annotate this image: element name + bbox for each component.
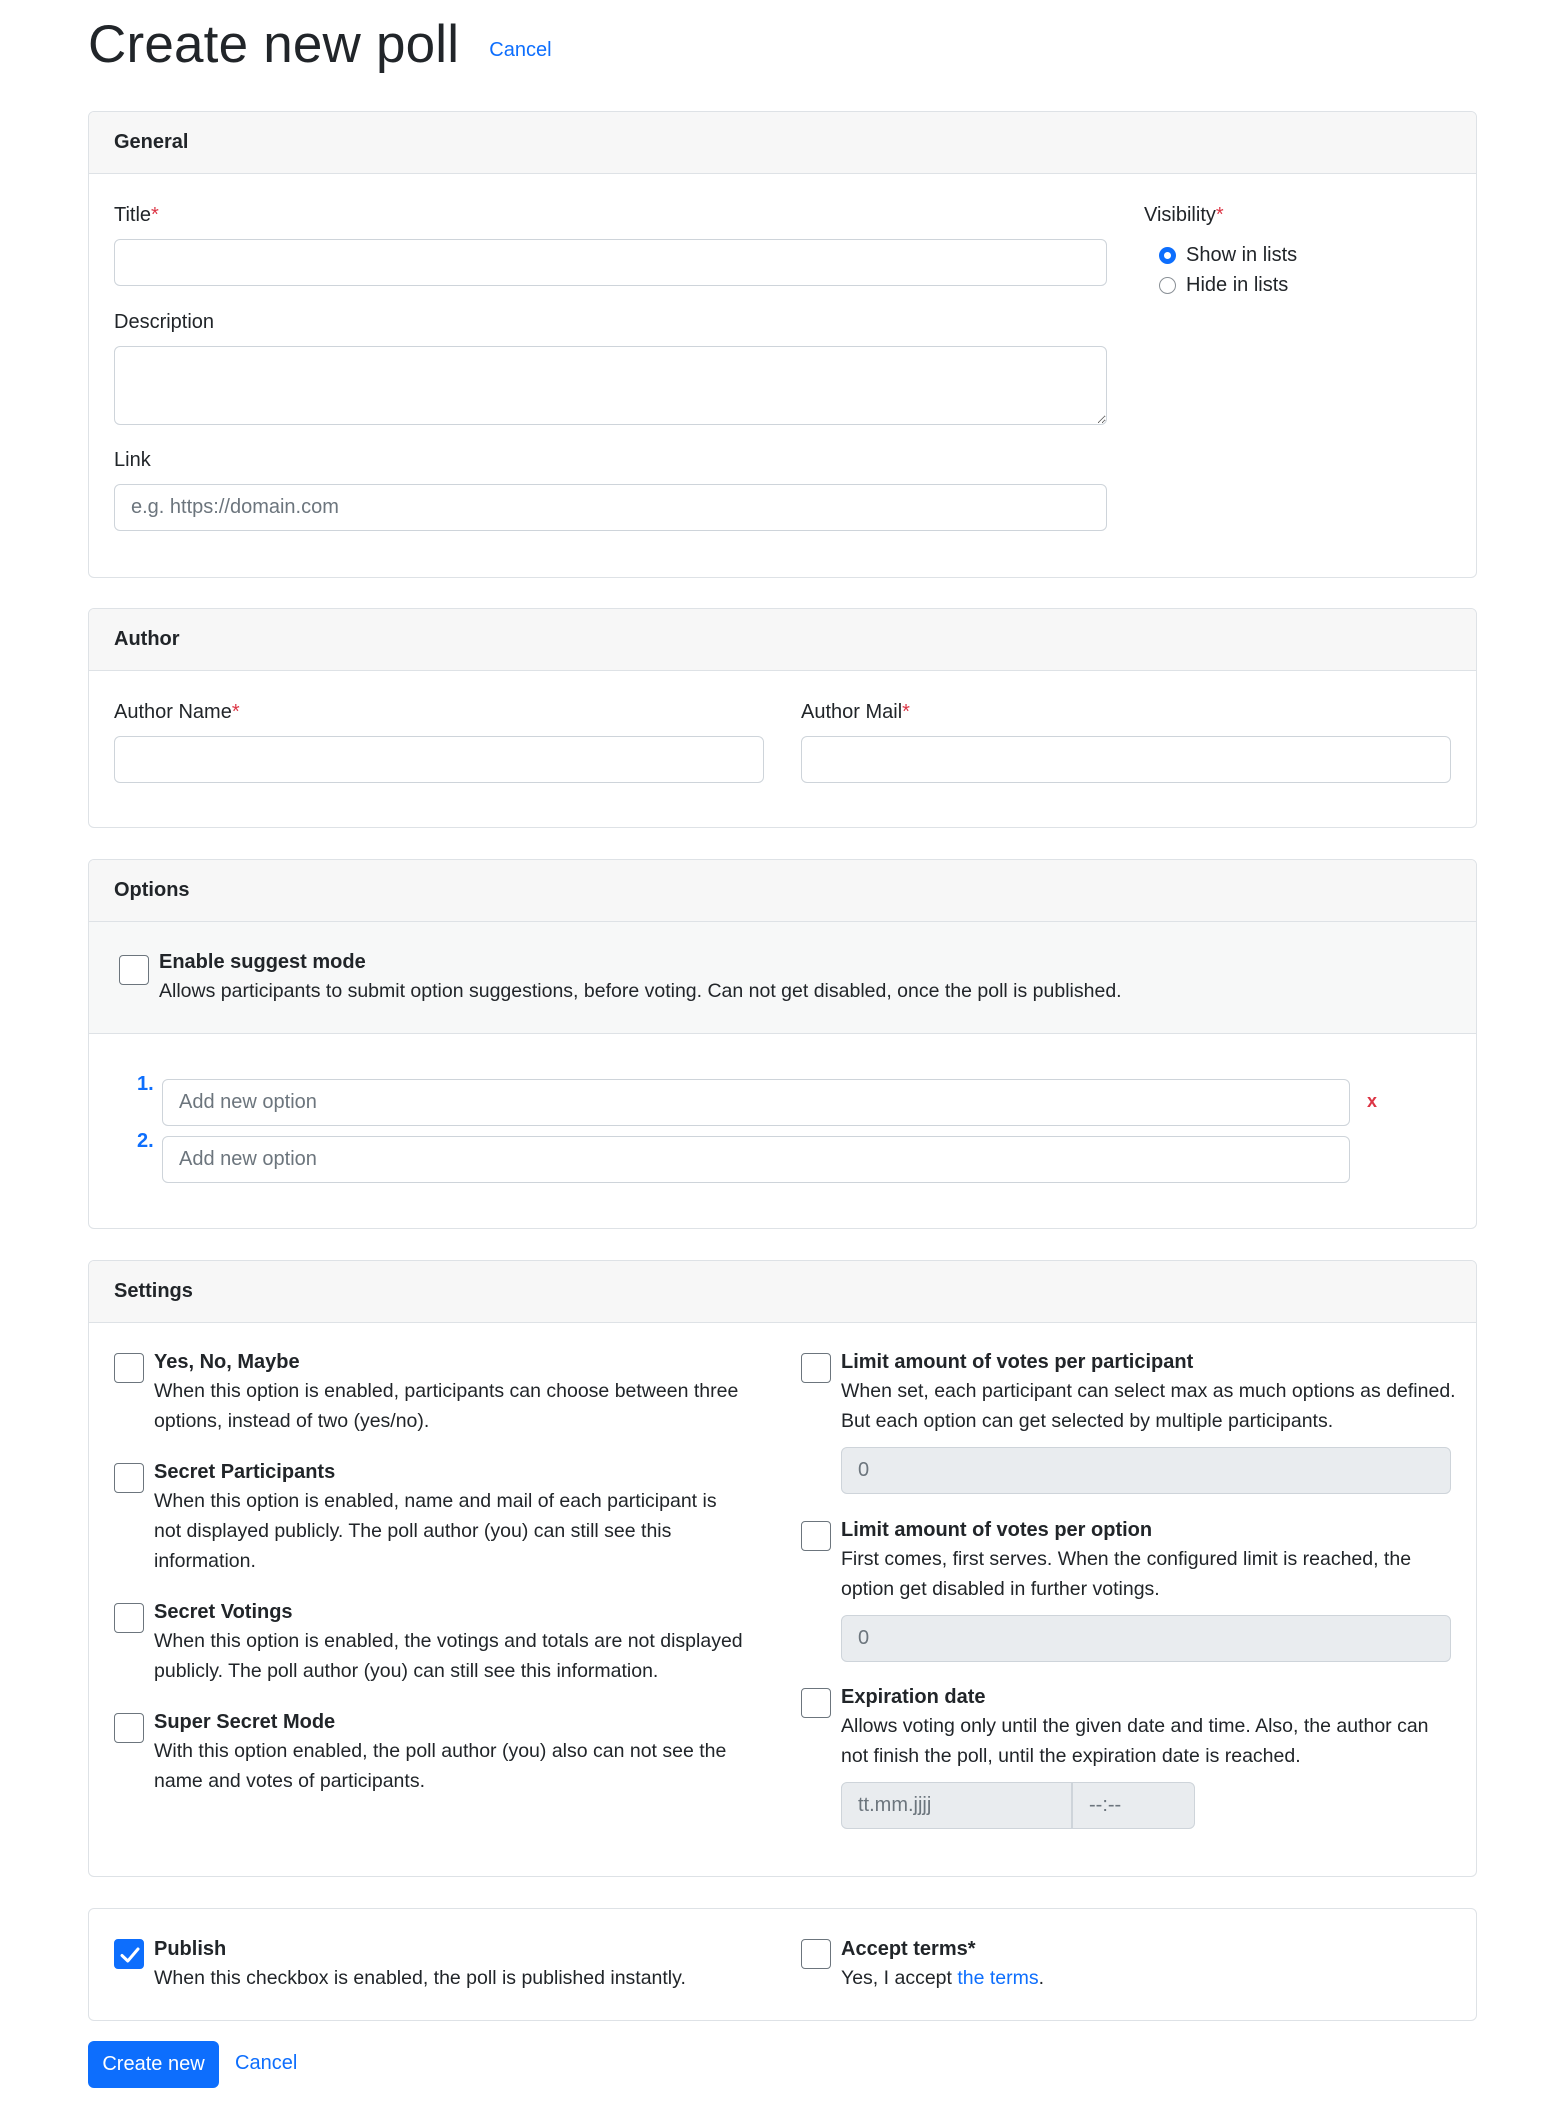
super-secret-desc: With this option enabled, the poll author (you) also can not see the name and votes of participants. — [154, 1740, 727, 1792]
visibility-hide-option[interactable] — [1159, 274, 1288, 297]
header-cancel-link[interactable]: Cancel — [489, 39, 552, 61]
limit-votes-participant-input[interactable] — [841, 1447, 1451, 1494]
publish-card — [88, 1908, 1477, 2021]
settings-card — [88, 1260, 1477, 1877]
secret-participants-desc: When this option is enabled, name and mail of each participant is not displayed publicly. The poll author (you) can still see this information. — [154, 1490, 717, 1572]
description-textarea[interactable] — [114, 346, 1107, 425]
limit-votes-option-desc: First comes, first serves. When the configured limit is reached, the option get disabled in further votings. — [841, 1548, 1412, 1600]
page-title: Create new poll — [88, 15, 460, 74]
publish-desc: When this checkbox is enabled, the poll is published instantly. — [154, 1967, 686, 1989]
limit-votes-participant-checkbox[interactable] — [801, 1353, 831, 1383]
limit-votes-option-input[interactable] — [841, 1615, 1451, 1662]
create-new-button[interactable]: Create new — [88, 2041, 219, 2088]
yes-no-maybe-desc: When this option is enabled, participants can choose between three options, instead of two (yes/no). — [154, 1380, 739, 1432]
title-row — [88, 14, 552, 75]
author-name-label: Author Name* — [114, 701, 240, 723]
limit-votes-option-checkbox[interactable] — [801, 1521, 831, 1551]
terms-link[interactable]: the terms — [957, 1967, 1039, 1989]
visibility-hide-label: Hide in lists — [1186, 274, 1289, 296]
visibility-show-option[interactable] — [1159, 244, 1297, 267]
author-name-input[interactable] — [114, 736, 764, 783]
link-input[interactable] — [114, 484, 1107, 531]
option-number-2: 2. — [137, 1130, 154, 1152]
option-remove-button-1[interactable]: x — [1367, 1091, 1378, 1111]
super-secret-title: Super Secret Mode — [154, 1711, 336, 1733]
suggest-mode-checkbox[interactable] — [119, 955, 149, 985]
visibility-show-label: Show in lists — [1186, 244, 1298, 266]
visibility-label: Visibility* — [1144, 204, 1224, 226]
general-card — [88, 111, 1477, 578]
footer-cancel-link[interactable]: Cancel — [235, 2052, 298, 2074]
visibility-show-radio[interactable] — [1159, 247, 1176, 264]
limit-votes-option-title: Limit amount of votes per option — [841, 1519, 1153, 1541]
expiration-date-title: Expiration date — [841, 1686, 986, 1708]
accept-terms-checkbox[interactable] — [801, 1939, 831, 1969]
expiration-date-checkbox[interactable] — [801, 1688, 831, 1718]
secret-participants-checkbox[interactable] — [114, 1463, 144, 1493]
description-label: Description — [114, 311, 215, 333]
suggest-mode-section — [89, 922, 1476, 1034]
general-header: General — [89, 112, 1476, 174]
author-header: Author — [89, 609, 1476, 671]
secret-votings-title: Secret Votings — [154, 1601, 293, 1623]
author-card — [88, 608, 1477, 828]
yes-no-maybe-title: Yes, No, Maybe — [154, 1351, 300, 1373]
expiration-date-desc: Allows voting only until the given date and time. Also, the author can not finish the poll, until the expiration date is reached. — [841, 1715, 1429, 1767]
visibility-hide-radio[interactable] — [1159, 277, 1176, 294]
limit-votes-participant-desc: When set, each participant can select max as much options as defined. But each option can get selected by multiple participants. — [841, 1380, 1456, 1432]
author-mail-label: Author Mail* — [801, 701, 910, 723]
suggest-mode-desc: Allows participants to submit option suggestions, before voting. Can not get disabled, once the poll is published. — [159, 980, 1122, 1002]
super-secret-checkbox[interactable] — [114, 1713, 144, 1743]
accept-terms-desc: Yes, I accept the terms. — [841, 1967, 1045, 1989]
accept-terms-title: Accept terms* — [841, 1938, 976, 1960]
secret-votings-desc: When this option is enabled, the votings and totals are not displayed publicly. The poll author (you) can still see this information. — [154, 1630, 743, 1682]
expiration-date-input[interactable]: tt.mm.jjjj — [841, 1782, 1072, 1829]
secret-votings-checkbox[interactable] — [114, 1603, 144, 1633]
expiration-time-input[interactable]: --:-- — [1072, 1782, 1195, 1829]
option-number-1: 1. — [137, 1073, 154, 1095]
options-header: Options — [89, 860, 1476, 922]
author-mail-input[interactable] — [801, 736, 1451, 783]
limit-votes-participant-title: Limit amount of votes per participant — [841, 1351, 1194, 1373]
settings-header: Settings — [89, 1261, 1476, 1323]
checkmark-icon — [119, 1944, 141, 1966]
option-input-1[interactable] — [162, 1079, 1350, 1126]
title-label: Title* — [114, 204, 159, 226]
option-input-2[interactable] — [162, 1136, 1350, 1183]
yes-no-maybe-checkbox[interactable] — [114, 1353, 144, 1383]
suggest-mode-title: Enable suggest mode — [159, 951, 366, 973]
secret-participants-title: Secret Participants — [154, 1461, 336, 1483]
options-card — [88, 859, 1477, 1229]
link-label: Link — [114, 449, 151, 471]
publish-title: Publish — [154, 1938, 227, 1960]
publish-checkbox[interactable] — [114, 1939, 144, 1969]
title-input[interactable] — [114, 239, 1107, 286]
